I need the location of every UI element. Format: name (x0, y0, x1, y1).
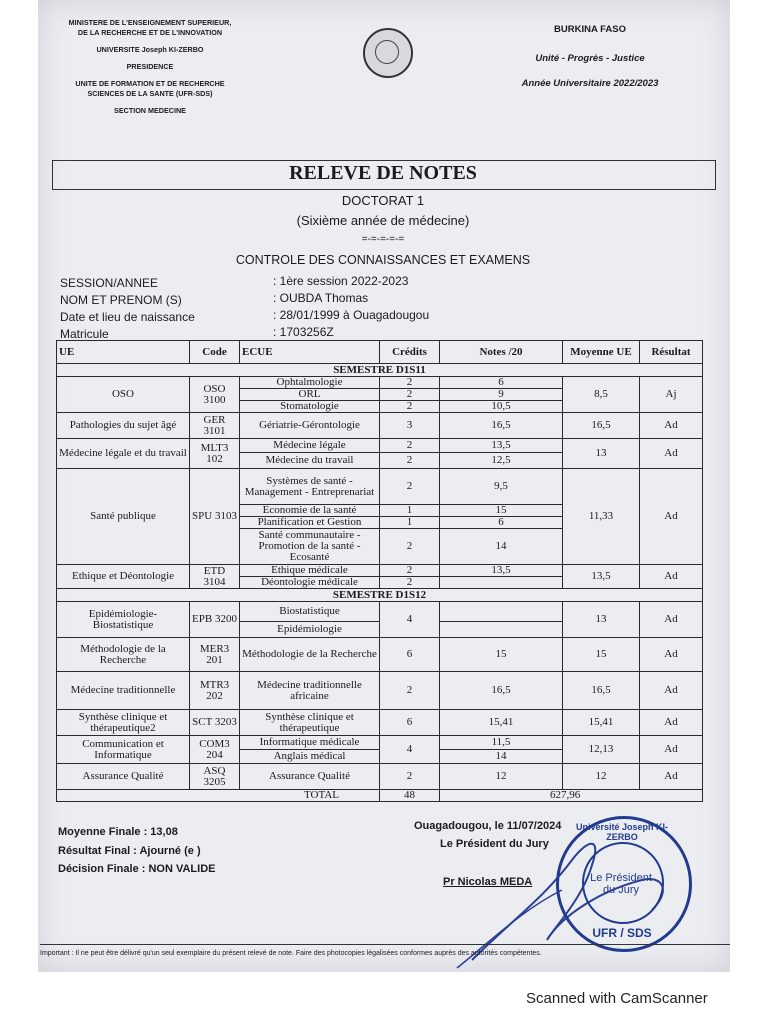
total-row (57, 790, 703, 802)
academic-year: Année Universitaire 2022/2023 (521, 78, 659, 89)
ue-name: Santé publique (57, 469, 190, 565)
ecue-name: Stomatologie (240, 401, 380, 413)
note: 6 (440, 517, 563, 529)
table-row (57, 672, 703, 710)
ecue-name: Ophtalmologie (240, 377, 380, 389)
matricule-value: : 1703256Z (273, 325, 334, 339)
note: 6 (440, 377, 563, 389)
resultat: Ad (640, 565, 703, 589)
stamp-president: Le Président du Jury (590, 872, 652, 896)
ue-code: OSO 3100 (190, 377, 240, 413)
total-moyenne: 627,96 (440, 790, 703, 802)
ue-code: SCT 3203 (190, 710, 240, 736)
name-label: NOM ET PRENOM (S) (60, 293, 182, 307)
credits: 2 (380, 577, 440, 589)
session-label: SESSION/ANNEE (60, 276, 159, 290)
ecue-name: Systèmes de santé - Management - Entreprenariat (240, 469, 380, 505)
place-date: Ouagadougou, le 11/07/2024 (414, 820, 562, 832)
ecue-name: Informatique médicale (240, 736, 380, 750)
resultat: Ad (640, 736, 703, 764)
note: 9,5 (440, 469, 563, 505)
matricule-label: Matricule (60, 327, 109, 341)
header-line: SCIENCES DE LA SANTE (UFR-SDS) (87, 89, 213, 98)
header-line: UNITE DE FORMATION ET DE RECHERCHE (75, 79, 225, 88)
moyenne-ue: 12 (563, 764, 640, 790)
birth-label: Date et lieu de naissance (60, 310, 195, 324)
note: 12,5 (440, 453, 563, 469)
note: 14 (440, 750, 563, 764)
header-line: PRESIDENCE (126, 62, 174, 71)
note (440, 622, 563, 638)
degree-year: (Sixième année de médecine) (296, 213, 470, 228)
resultat: Ad (640, 602, 703, 638)
degree-level: DOCTORAT 1 (341, 193, 425, 208)
table-row (57, 638, 703, 672)
credits: 2 (380, 565, 440, 577)
ue-code: MER3 201 (190, 638, 240, 672)
ecue-name: Gériatrie-Gérontologie (240, 413, 380, 439)
note: 16,5 (440, 672, 563, 710)
camscanner-watermark: Scanned with CamScanner (526, 990, 708, 1007)
moyenne-ue: 15,41 (563, 710, 640, 736)
table-row (57, 764, 703, 790)
table-row (57, 377, 703, 389)
name-value: : OUBDA Thomas (273, 291, 369, 305)
moyenne-ue: 13,5 (563, 565, 640, 589)
ecue-name: Assurance Qualité (240, 764, 380, 790)
ecue-name: Planification et Gestion (240, 517, 380, 529)
ecue-name: Médecine du travail (240, 453, 380, 469)
semester-label: SEMESTRE D1S11 (57, 364, 703, 377)
ue-code: EPB 3200 (190, 602, 240, 638)
resultat: Ad (640, 710, 703, 736)
moyenne-ue: 13 (563, 439, 640, 469)
ue-name: Assurance Qualité (57, 764, 190, 790)
note: 10,5 (440, 401, 563, 413)
credits: 2 (380, 453, 440, 469)
resultat: Ad (640, 672, 703, 710)
ecue-name: Ethique médicale (240, 565, 380, 577)
table-row (57, 736, 703, 750)
ue-code: MTR3 202 (190, 672, 240, 710)
footer-divider (40, 944, 730, 945)
ministry-header (50, 18, 250, 123)
ue-name: OSO (57, 377, 190, 413)
separator: =-=-=-=-= (361, 234, 405, 245)
ue-code: GER 3101 (190, 413, 240, 439)
credits: 2 (380, 529, 440, 565)
final-decision: Décision Finale : NON VALIDE (58, 863, 216, 875)
note: 16,5 (440, 413, 563, 439)
grades-table (56, 340, 703, 802)
jury-president-title: Le Président du Jury (440, 838, 549, 850)
credits: 1 (380, 517, 440, 529)
table-row (57, 469, 703, 505)
column-header: Code (190, 341, 240, 364)
ue-name: Synthèse clinique et thérapeutique2 (57, 710, 190, 736)
column-header: Notes /20 (440, 341, 563, 364)
table-row (57, 413, 703, 439)
moyenne-ue: 11,33 (563, 469, 640, 565)
session-value: : 1ère session 2022-2023 (273, 274, 409, 288)
ue-code: ETD 3104 (190, 565, 240, 589)
ecue-name: Déontologie médicale (240, 577, 380, 589)
ue-name: Epidémiologie-Biostatistique (57, 602, 190, 638)
note (440, 577, 563, 589)
ue-name: Pathologies du sujet âgé (57, 413, 190, 439)
country-motto: Unité - Progrès - Justice (535, 53, 645, 64)
note: 15 (440, 638, 563, 672)
table-row (57, 565, 703, 577)
ecue-name: Economie de la santé (240, 505, 380, 517)
credits: 2 (380, 469, 440, 505)
ue-name: Médecine traditionnelle (57, 672, 190, 710)
ue-code: MLT3 102 (190, 439, 240, 469)
moyenne-ue: 12,13 (563, 736, 640, 764)
header-line: SECTION MEDECINE (114, 106, 186, 115)
note: 15 (440, 505, 563, 517)
resultat: Ad (640, 764, 703, 790)
header-line: UNIVERSITE Joseph KI-ZERBO (96, 45, 204, 54)
section-heading: CONTROLE DES CONNAISSANCES ET EXAMENS (235, 253, 531, 267)
credits: 3 (380, 413, 440, 439)
ecue-name: Médecine traditionnelle africaine (240, 672, 380, 710)
ue-name: Médecine légale et du travail (57, 439, 190, 469)
ecue-name: Biostatistique (240, 602, 380, 622)
credits: 2 (380, 377, 440, 389)
resultat: Aj (640, 377, 703, 413)
country-name: BURKINA FASO (554, 24, 626, 35)
ecue-name: Médecine légale (240, 439, 380, 453)
moyenne-ue: 16,5 (563, 672, 640, 710)
note (440, 602, 563, 622)
table-row (57, 602, 703, 622)
resultat: Ad (640, 469, 703, 565)
resultat: Ad (640, 413, 703, 439)
final-result: Résultat Final : Ajourné (e ) (58, 845, 201, 857)
ue-name: Méthodologie de la Recherche (57, 638, 190, 672)
ue-code: COM3 204 (190, 736, 240, 764)
note: 12 (440, 764, 563, 790)
final-average: Moyenne Finale : 13,08 (58, 826, 178, 838)
moyenne-ue: 13 (563, 602, 640, 638)
page-title: RELEVE DE NOTES (289, 162, 477, 184)
semester-row (57, 589, 703, 602)
column-header: Crédits (380, 341, 440, 364)
credits: 2 (380, 764, 440, 790)
note: 15,41 (440, 710, 563, 736)
note: 13,5 (440, 439, 563, 453)
ue-code: SPU 3103 (190, 469, 240, 565)
semester-row (57, 364, 703, 377)
moyenne-ue: 15 (563, 638, 640, 672)
table-row (57, 439, 703, 453)
stamp-university: Université Joseph KI-ZERBO (575, 822, 669, 842)
moyenne-ue: 8,5 (563, 377, 640, 413)
credits: 6 (380, 638, 440, 672)
credits: 2 (380, 672, 440, 710)
crest-inner (375, 40, 399, 64)
ecue-name: Méthodologie de la Recherche (240, 638, 380, 672)
note: 9 (440, 389, 563, 401)
column-header: Moyenne UE (563, 341, 640, 364)
birth-value: : 28/01/1999 à Ouagadougou (273, 308, 430, 322)
credits: 6 (380, 710, 440, 736)
ecue-name: Synthèse clinique et thérapeutique (240, 710, 380, 736)
credits: 2 (380, 389, 440, 401)
moyenne-ue: 16,5 (563, 413, 640, 439)
credits: 2 (380, 439, 440, 453)
ue-name: Communication et Informatique (57, 736, 190, 764)
important-notice: Important : Il ne peut être délivré qu'un seul exemplaire du présent relevé de note. Faire des photocopies légalisées conformes auprès des autorités compétentes. (40, 950, 542, 957)
credits: 2 (380, 401, 440, 413)
ue-name: Ethique et Déontologie (57, 565, 190, 589)
semester-label: SEMESTRE D1S12 (57, 589, 703, 602)
column-header: UE (57, 341, 190, 364)
header-line: MINISTERE DE L'ENSEIGNEMENT SUPERIEUR, (68, 18, 232, 27)
column-header: Résultat (640, 341, 703, 364)
note: 11,5 (440, 736, 563, 750)
resultat: Ad (640, 638, 703, 672)
table-header-row (57, 341, 703, 364)
total-credits: 48 (380, 790, 440, 802)
credits: 1 (380, 505, 440, 517)
note: 13,5 (440, 565, 563, 577)
total-label: TOTAL (57, 790, 380, 802)
header-line: DE LA RECHERCHE ET DE L'INNOVATION (77, 28, 223, 37)
note: 14 (440, 529, 563, 565)
column-header: ECUE (240, 341, 380, 364)
ecue-name: Santé communautaire -Promotion de la santé -Ecosanté (240, 529, 380, 565)
ecue-name: Anglais médical (240, 750, 380, 764)
table-row (57, 710, 703, 736)
signatory-name: Pr Nicolas MEDA (443, 876, 533, 888)
credits: 4 (380, 736, 440, 764)
ue-code: ASQ 3205 (190, 764, 240, 790)
country-header (500, 24, 680, 89)
resultat: Ad (640, 439, 703, 469)
ecue-name: ORL (240, 389, 380, 401)
credits: 4 (380, 602, 440, 638)
stamp-ufr: UFR / SDS (592, 926, 652, 940)
ecue-name: Epidémiologie (240, 622, 380, 638)
